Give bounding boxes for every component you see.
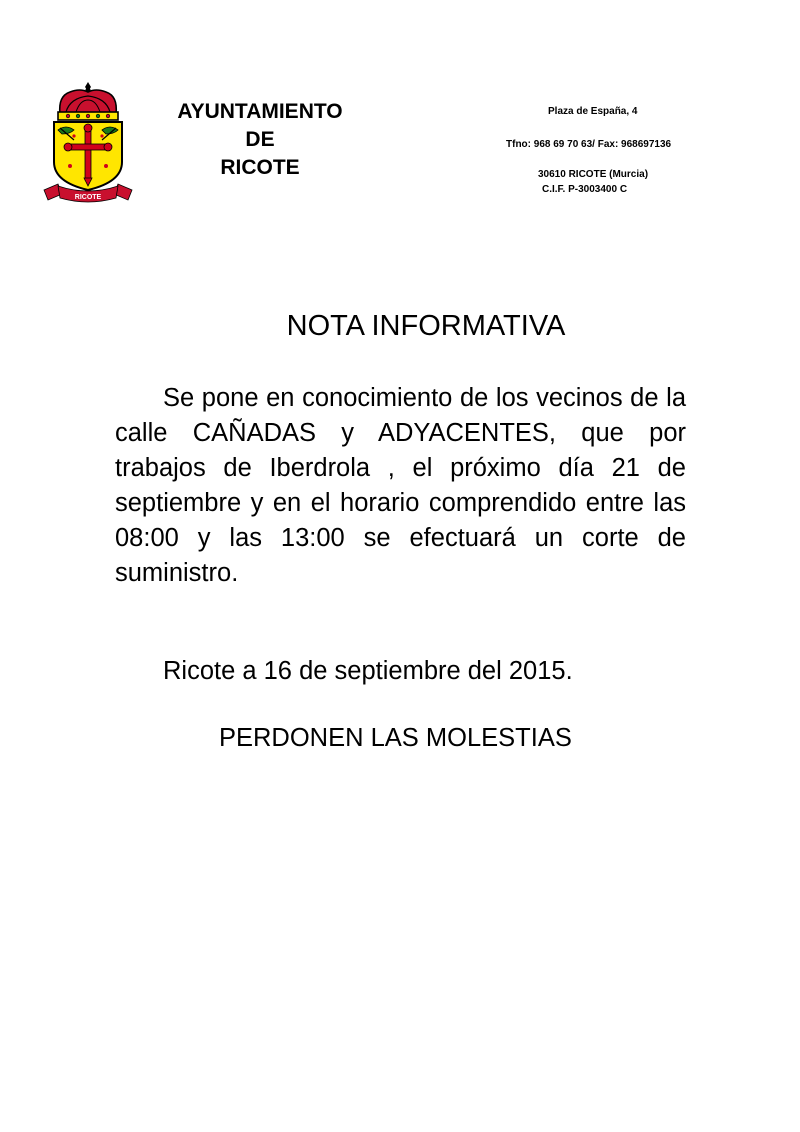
org-name-line-2: DE (245, 128, 275, 151)
shield-icon (54, 122, 122, 190)
cif-text: C.I.F. P-3003400 C (542, 184, 628, 195)
postal-text: 30610 RICOTE (Murcia) (538, 169, 649, 180)
org-name-line-1: AYUNTAMIENTO (177, 100, 343, 123)
organization-name (150, 98, 370, 182)
notice-date-line: Ricote a 16 de septiembre del 2015. (163, 657, 573, 685)
crown-icon (58, 82, 118, 120)
notice-body: Se pone en conocimiento de los vecinos de la calle CAÑADAS y ADYACENTES, que por trabajos de Iberdrola , el próximo día 21 de septiembre y en el horario comprendido entre las 08:00 y las 13:00 se efectuará un corte de suministro. (115, 384, 686, 587)
phone-fax-text: Tfno: 968 69 70 63/ Fax: 968697136 (506, 139, 672, 150)
address-text: Plaza de España, 4 (548, 106, 638, 117)
coat-of-arms-emblem (40, 78, 136, 206)
notice-closing: PERDONEN LAS MOLESTIAS (219, 724, 572, 752)
notice-title: NOTA INFORMATIVA (286, 310, 566, 342)
org-name-line-3: RICOTE (220, 156, 300, 179)
ribbon-lettering: RICOTE (74, 194, 102, 201)
